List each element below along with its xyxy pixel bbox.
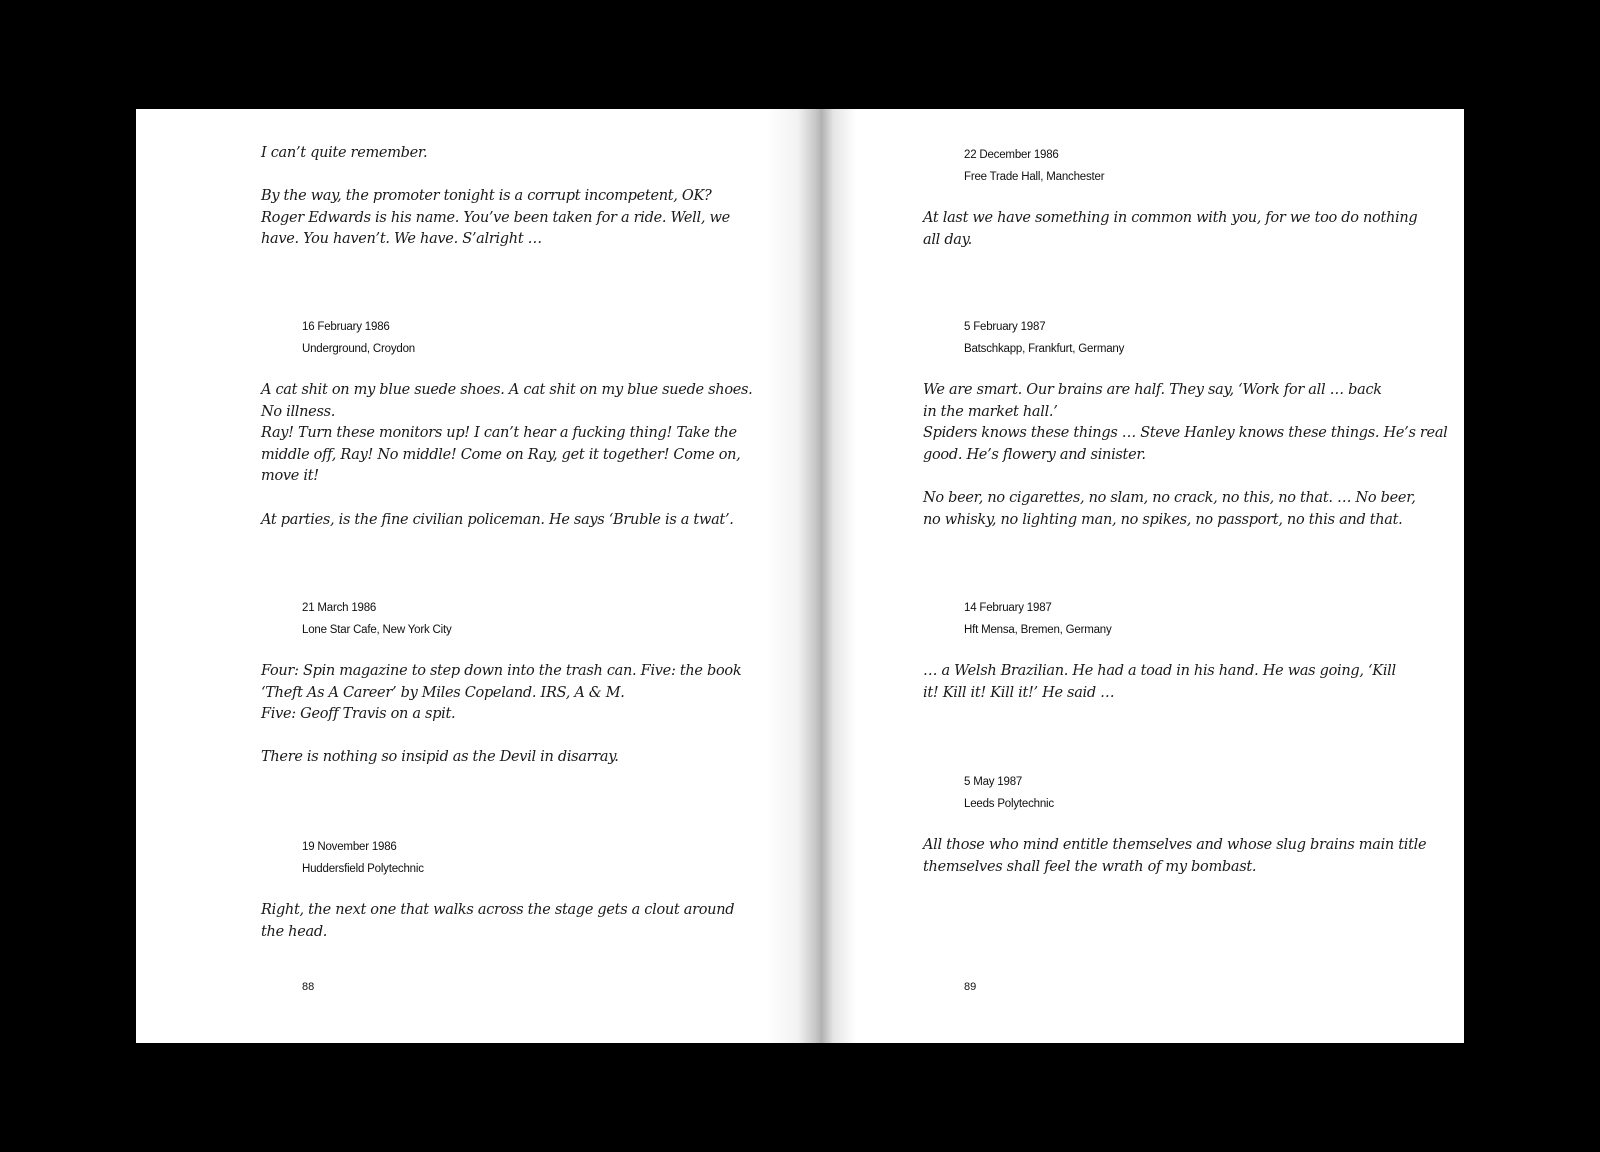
text-line: At parties, is the fine civilian policeman. He says ‘Bruble is a twat’.: [261, 511, 734, 528]
entry-venue: Batschkapp, Frankfurt, Germany: [964, 342, 1125, 355]
text-line: We are smart. Our brains are half. They say, ‘Work for all … back: [923, 382, 1382, 398]
text-line: Roger Edwards is his name. You’ve been taken for a ride. Well, we: [261, 209, 730, 226]
entry-venue: Lone Star Cafe, New York City: [302, 623, 452, 636]
text-line: have. You haven’t. We have. S’alright …: [261, 231, 542, 248]
entry-header: [964, 772, 1054, 815]
left-page: [136, 109, 800, 1043]
entry-quote: [923, 835, 1426, 878]
entry-quote: [923, 380, 1448, 531]
text-line: in the market hall.’: [923, 403, 1058, 420]
entry-header: [964, 145, 1104, 188]
entry-header: [964, 598, 1112, 641]
opening-quote: [261, 143, 730, 251]
text-line: all day.: [923, 231, 972, 248]
entry-quote: [923, 208, 1417, 251]
right-page: [800, 109, 1464, 1043]
text-line: good. He’s flowery and sinister.: [923, 446, 1146, 463]
entry-header: [302, 598, 452, 641]
entry-date: 16 February 1986: [302, 321, 390, 333]
text-line: At last we have something in common with you, for we too do nothing: [923, 210, 1418, 226]
text-line: Four: Spin magazine to step down into the trash can. Five: the book: [261, 663, 742, 679]
text-line: Right, the next one that walks across the stage gets a clout around: [261, 902, 735, 918]
book-spread: [136, 109, 1464, 1043]
entry-header: [964, 317, 1124, 360]
text-line: Spiders knows these things … Steve Hanley knows these things. He’s real: [923, 425, 1448, 442]
page-number: 88: [302, 981, 315, 993]
text-line: … a Welsh Brazilian. He had a toad in his hand. He was going, ‘Kill: [923, 663, 1396, 679]
text-line: Ray! Turn these monitors up! I can’t hear a fucking thing! Take the: [261, 425, 737, 442]
entry-date: 22 December 1986: [964, 149, 1059, 161]
text-line: the head.: [261, 923, 328, 940]
entry-quote: [261, 380, 752, 531]
entry-date: 21 March 1986: [302, 602, 377, 614]
text-line: ‘Theft As A Career’ by Miles Copeland. IRS, A & M.: [261, 684, 625, 701]
text-line: move it!: [261, 468, 319, 485]
entry-venue: Leeds Polytechnic: [964, 797, 1054, 810]
text-line: All those who mind entitle themselves and whose slug brains main title: [923, 837, 1427, 853]
entry-date: 14 February 1987: [964, 602, 1052, 614]
text-line: middle off, Ray! No middle! Come on Ray, get it together! Come on,: [261, 446, 741, 463]
text-line: No illness.: [261, 403, 336, 420]
entry-quote: [261, 661, 741, 769]
entry-venue: Huddersfield Polytechnic: [302, 862, 424, 875]
entry-date: 5 February 1987: [964, 321, 1046, 333]
text-line: By the way, the promoter tonight is a corrupt incompetent, OK?: [261, 188, 712, 205]
text-line: themselves shall feel the wrath of my bombast.: [923, 858, 1257, 875]
entry-venue: Free Trade Hall, Manchester: [964, 170, 1105, 183]
text-line: A cat shit on my blue suede shoes. A cat shit on my blue suede shoes.: [261, 382, 753, 398]
text-line: it! Kill it! Kill it!’ He said …: [923, 684, 1115, 701]
entry-venue: Hft Mensa, Bremen, Germany: [964, 623, 1112, 636]
text-line: no whisky, no lighting man, no spikes, no passport, no this and that.: [923, 511, 1403, 528]
text-line: Five: Geoff Travis on a spit.: [261, 706, 456, 723]
entry-quote: [923, 661, 1396, 704]
entry-venue: Underground, Croydon: [302, 342, 415, 355]
text-line: No beer, no cigarettes, no slam, no crack, no this, no that. … No beer,: [923, 489, 1416, 506]
entry-quote: [261, 900, 734, 943]
text-line: There is nothing so insipid as the Devil in disarray.: [261, 749, 619, 766]
entry-date: 19 November 1986: [302, 841, 397, 853]
entry-header: [302, 317, 415, 360]
entry-header: [302, 837, 424, 880]
text-line: I can’t quite remember.: [261, 145, 428, 161]
entry-date: 5 May 1987: [964, 776, 1023, 788]
page-number: 89: [964, 981, 977, 993]
